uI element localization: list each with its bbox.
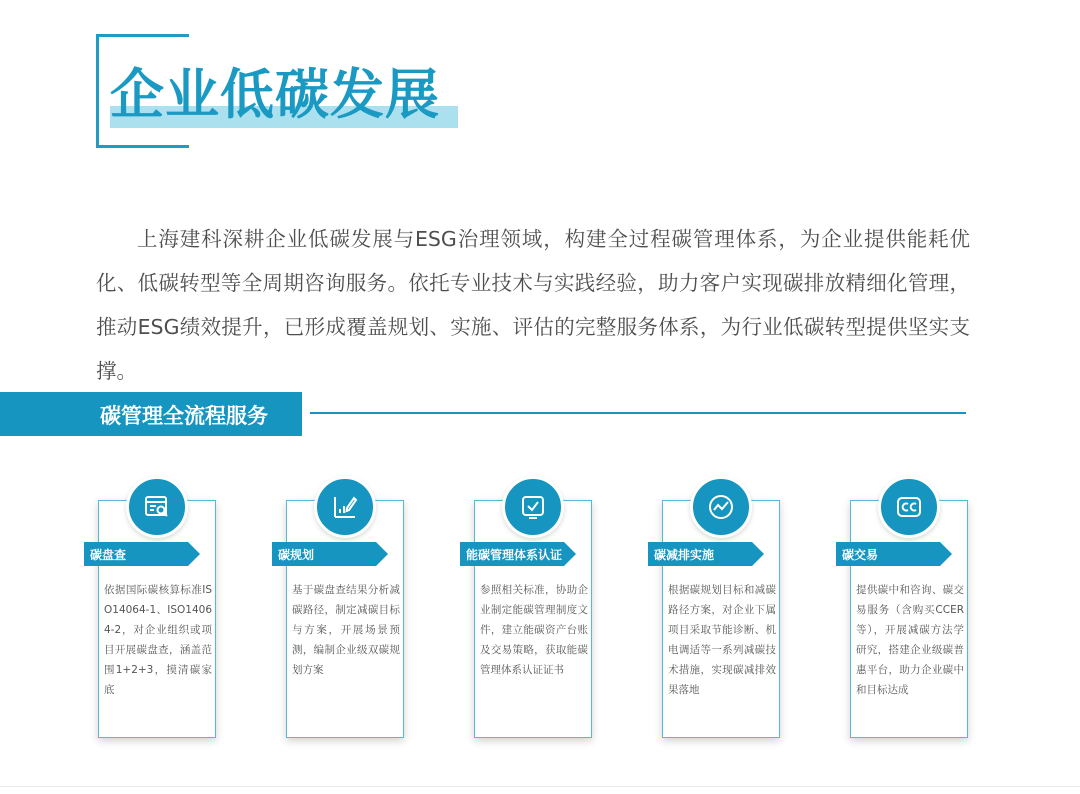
card-description: 依据国际碳核算标准ISO14064-1、ISO14064-2，对企业组织或项目开展碳盘查，涵盖范围1+2+3，摸清碳家底 [104, 584, 212, 696]
card-description: 参照相关标准，协助企业制定能碳管理制度文件，建立能碳资产台账及交易策略，获取能碳管理体系认证证书 [480, 584, 588, 676]
section-header [0, 392, 302, 436]
tag-carbon-inventory [84, 542, 188, 566]
tag-label: 碳规划 [278, 548, 315, 562]
tag-label: 碳减排实施 [654, 548, 715, 562]
card-description: 根据碳规划目标和减碳路径方案，对企业下属项目采取节能诊断、机电调适等一系列减碳技术措施，实现碳减排效果落地 [668, 584, 776, 696]
tag-carbon-trading [836, 542, 940, 566]
title-block [96, 34, 476, 146]
tag-carbon-planning [272, 542, 376, 566]
tag-certification [460, 542, 564, 566]
section-divider-line [310, 412, 966, 414]
certification-check-icon [502, 476, 564, 538]
tag-label: 能碳管理体系认证 [466, 548, 563, 562]
reduction-trend-icon [690, 476, 752, 538]
tag-label: 碳交易 [842, 548, 879, 562]
intro-paragraph: 上海建科深耕企业低碳发展与ESG治理领域，构建全过程碳管理体系，为企业提供能耗优化、低碳转型等全周期咨询服务。依托专业技术与实践经验，助力客户实现碳排放精细化管理，推动ESG绩效提升，已形成覆盖规划、实施、评估的完整服务体系，为行业低碳转型提供坚实支撑。 [96, 226, 970, 383]
section-title: 碳管理全流程服务 [100, 404, 268, 428]
planning-chart-pen-icon [314, 476, 376, 538]
page-title: 企业低碳发展 [110, 63, 440, 126]
card-description: 基于碳盘查结果分析减碳路径，制定减碳目标与方案，开展场景预测，编制企业级双碳规划方案 [292, 584, 400, 676]
tag-label: 碳盘查 [90, 548, 127, 562]
bottom-divider [0, 786, 1080, 787]
inspection-search-icon [126, 476, 188, 538]
card-description: 提供碳中和咨询、碳交易服务（含购买CCER等），开展减碳方法学研究，搭建企业级碳普惠平台，助力企业碳中和目标达成 [856, 584, 964, 696]
trading-cc-icon [878, 476, 940, 538]
tag-carbon-reduction [648, 542, 752, 566]
